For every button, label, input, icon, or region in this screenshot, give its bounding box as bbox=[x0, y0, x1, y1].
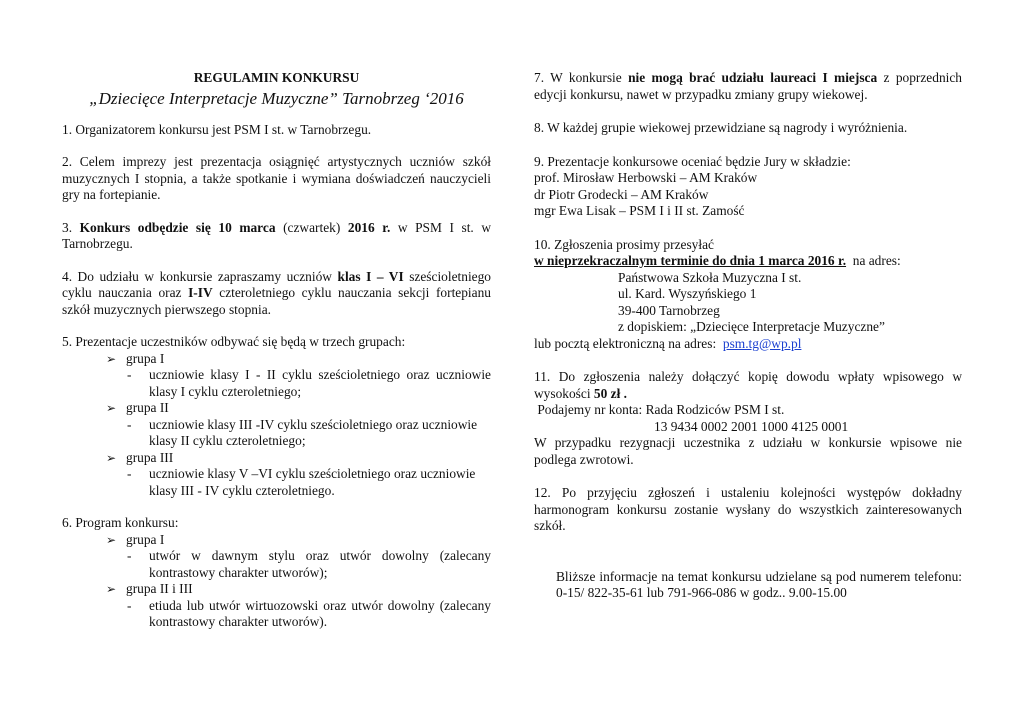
deadline-line: w nieprzekraczalnym terminie do dnia 1 marca 2016 r. na adres: bbox=[534, 253, 901, 268]
arrow-bullet-icon: ➢ bbox=[106, 401, 117, 415]
jury-member: mgr Ewa Lisak – PSM I i II st. Zamość bbox=[534, 203, 745, 218]
group-description: - uczniowie klasy V –VI cyklu sześcioletniego oraz uczniowie klasy III - IV cyklu czteroletniego. bbox=[127, 466, 476, 498]
jury-member: dr Piotr Grodecki – AM Kraków bbox=[534, 186, 709, 202]
contact-info: Bliższe informacje na temat konkursu udzielane są pod numerem telefonu: 0-15/ 822-35-61 lub 791-966-086 w godz.. 9.00-15.00 bbox=[556, 568, 962, 600]
email-line: lub pocztą elektroniczną na adres: psm.tg@wp.pl bbox=[534, 335, 802, 351]
program-description: - utwór w dawnym stylu oraz utwór dowolny (zalecany kontrastowy charakter utworów); bbox=[127, 548, 491, 580]
point-10-intro: 10. Zgłoszenia prosimy przesyłać bbox=[534, 236, 714, 252]
address-line: 39-400 Tarnobrzeg bbox=[618, 302, 720, 318]
point-7: 7. W konkursie nie mogą brać udziału laureaci I miejsca z poprzednich edycji konkursu, nawet w przypadku zmiany grupy wiekowej. bbox=[534, 70, 962, 102]
address-line: z dopiskiem: „Dziecięce Interpretacje Muzyczne” bbox=[618, 319, 885, 334]
point-6-intro: 6. Program konkursu: bbox=[62, 515, 179, 530]
group-description: - uczniowie klasy I - II cyklu sześcioletniego oraz uczniowie klasy I cyklu czteroletniego; bbox=[127, 367, 491, 399]
program-description: - etiuda lub utwór wirtuozowski oraz utwór dowolny (zalecany kontrastowy charakter utworów). bbox=[127, 597, 491, 629]
refund-note: W przypadku rezygnacji uczestnika z udziału w konkursie wpisowe nie podlega zwrotowi. bbox=[534, 435, 962, 467]
address-line: Państwowa Szkoła Muzyczna I st. bbox=[618, 269, 802, 285]
program-list-item: ➢ grupa I bbox=[106, 531, 165, 547]
jury-member: prof. Mirosław Herbowski – AM Kraków bbox=[534, 170, 758, 185]
arrow-bullet-icon: ➢ bbox=[106, 450, 117, 465]
point-2: 2. Celem imprezy jest prezentacja osiągnięć artystycznych uczniów szkół muzycznych I stopnia, a także spotkanie i wymiana doświadczeń nauczycieli gry na fortepianie. bbox=[62, 154, 491, 202]
point-11: 11. Do zgłoszenia należy dołączyć kopię dowodu wpłaty wpisowego w wysokości 50 zł . bbox=[534, 369, 962, 401]
document-subtitle: „Dziecięce Interpretacje Muzyczne” Tarnobrzeg ‘2016 bbox=[89, 88, 464, 108]
group-description: - uczniowie klasy III -IV cyklu sześcioletniego oraz uczniowie klasy II cyklu czteroletniego; bbox=[127, 416, 478, 448]
point-4: 4. Do udziału w konkursie zapraszamy uczniów klas I – VI sześcioletniego cyklu nauczania oraz I-IV czteroletniego cyklu nauczania sekcji fortepianu szkół muzycznych pierwszego stopnia. bbox=[62, 268, 492, 317]
account-number: 13 9434 0002 2001 1000 4125 0001 bbox=[654, 418, 849, 434]
group-list-item: ➢ grupa I bbox=[106, 350, 165, 366]
deadline-text: w nieprzekraczalnym terminie do dnia 1 marca 2016 r. bbox=[534, 253, 847, 268]
left-column bbox=[62, 70, 491, 631]
point-5-intro: 5. Prezentacje uczestników odbywać się będą w trzech grupach: bbox=[62, 334, 406, 349]
point-9-intro: 9. Prezentacje konkursowe oceniać będzie Jury w składzie: bbox=[534, 153, 851, 169]
point-12: 12. Po przyjęciu zgłoszeń i ustaleniu kolejności występów dokładny harmonogram konkursu zostanie wysłany do wszystkich zainteresowanych szkół. bbox=[534, 485, 962, 533]
email-link[interactable]: psm.tg@wp.pl bbox=[722, 335, 802, 351]
arrow-bullet-icon: ➢ bbox=[106, 351, 117, 366]
point-1: 1. Organizatorem konkursu jest PSM I st. w Tarnobrzegu. bbox=[62, 121, 372, 137]
account-line: Podajemy nr konta: Rada Rodziców PSM I st. bbox=[534, 402, 785, 417]
group-list-item: ➢ grupa II bbox=[106, 400, 169, 415]
point-8: 8. W każdej grupie wiekowej przewidziane są nagrody i wyróżnienia. bbox=[534, 120, 908, 135]
right-column bbox=[534, 70, 962, 602]
arrow-bullet-icon: ➢ bbox=[106, 532, 117, 547]
point-3: 3. Konkurs odbędzie się 10 marca (czwartek) 2016 r. w PSM I st. w Tarnobrzegu. bbox=[62, 219, 491, 251]
program-list-item: ➢ grupa II i III bbox=[106, 581, 193, 596]
document-title: REGULAMIN KONKURSU bbox=[193, 70, 360, 85]
address-line: ul. Kard. Wyszyńskiego 1 bbox=[618, 286, 757, 301]
arrow-bullet-icon: ➢ bbox=[106, 582, 117, 596]
group-list-item: ➢ grupa III bbox=[106, 449, 174, 465]
